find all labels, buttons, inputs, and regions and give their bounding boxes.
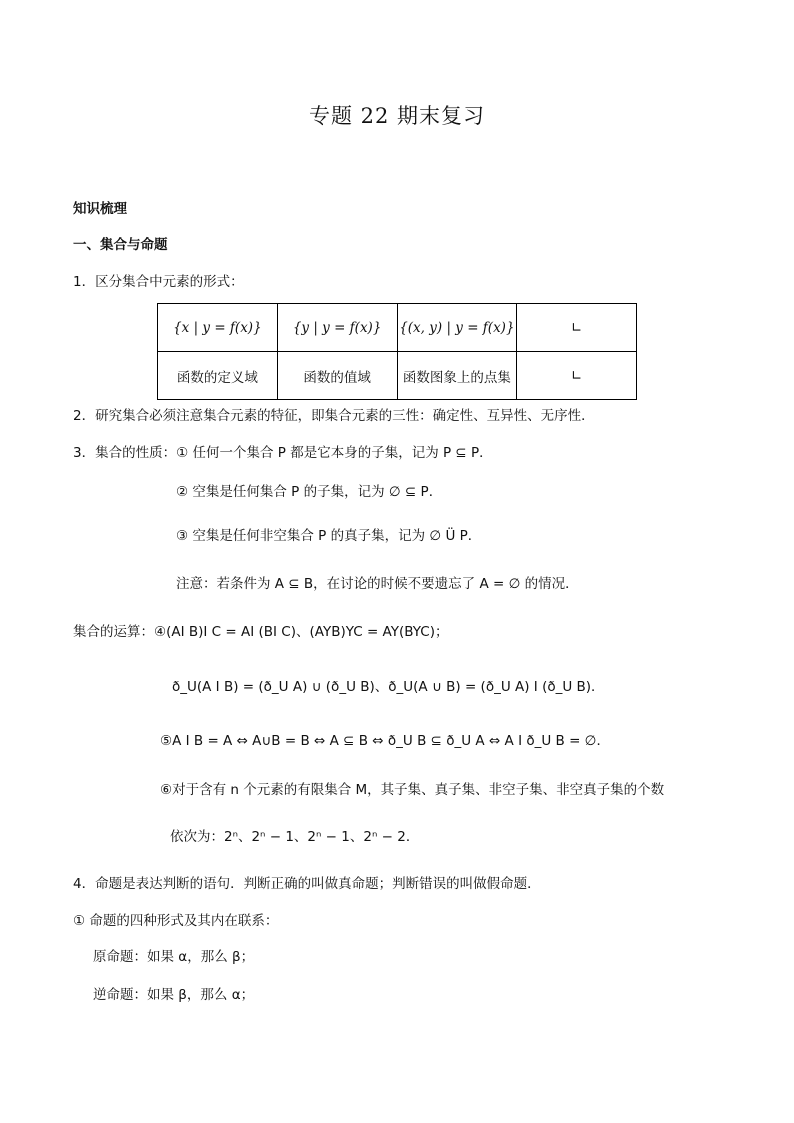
set-forms-table <box>157 303 637 400</box>
table-cell: 函数的值域 <box>277 352 397 400</box>
table-row <box>158 352 637 400</box>
table-cell: 函数的定义域 <box>158 352 278 400</box>
table-cell: ∟ <box>517 304 637 352</box>
item-3-3: ③ 空集是任何非空集合 P 的真子集，记为 ∅ Ü P． <box>176 528 482 544</box>
table-cell: ∟ <box>517 352 637 400</box>
page-title: 专题 22 期末复习 <box>308 104 486 128</box>
note: 注意：若条件为 A ⊆ B，在讨论的时候不要遗忘了 A = ∅ 的情况． <box>176 576 579 592</box>
set-operations-3: ⑤A I B = A ⇔ A∪B = B ⇔ A ⊆ B ⇔ ð_U B ⊆ ð_U A ⇔ A I ð_U B = ∅． <box>160 733 610 749</box>
table-cell: 函数图象上的点集 <box>397 352 517 400</box>
table-cell: {x | y = f(x)} <box>158 304 278 352</box>
item-2: 2．研究集合必须注意集合元素的特征，即集合元素的三性：确定性、互异性、无序性． <box>73 408 595 424</box>
item-4: 4．命题是表达判断的语句．判断正确的叫做真命题；判断错误的叫做假命题． <box>73 876 541 892</box>
section-heading: 知识梳理 <box>73 201 127 217</box>
set-operations-2: ð_U(A I B) = (ð_U A) ∪ (ð_U B)、ð_U(A ∪ B) = (ð_U A) I (ð_U B)． <box>172 679 605 695</box>
item-4-1: ① 命题的四种形式及其内在联系： <box>73 913 279 929</box>
set-operations-5: 依次为：2ⁿ、2ⁿ − 1、2ⁿ − 1、2ⁿ − 2． <box>170 829 420 845</box>
set-operations-1: 集合的运算：④(AI B)I C = AI (BI C)、(AYB)YC = AY(BYC)； <box>73 624 449 640</box>
table-row <box>158 304 637 352</box>
original-proposition: 原命题：如果 α，那么 β； <box>93 949 255 965</box>
item-3-2: ② 空集是任何集合 P 的子集，记为 ∅ ⊆ P． <box>176 484 443 500</box>
item-1: 1．区分集合中元素的形式： <box>73 274 244 290</box>
converse-proposition: 逆命题：如果 β，那么 α； <box>93 987 255 1003</box>
set-operations-4: ⑥对于含有 n 个元素的有限集合 M，其子集、真子集、非空子集、非空真子集的个数 <box>160 782 665 798</box>
item-3: 3．集合的性质：① 任何一个集合 P 都是它本身的子集，记为 P ⊆ P． <box>73 445 493 461</box>
table-cell: {(x, y) | y = f(x)} <box>397 304 517 352</box>
table-cell: {y | y = f(x)} <box>277 304 397 352</box>
subsection-heading: 一、集合与命题 <box>73 237 168 253</box>
